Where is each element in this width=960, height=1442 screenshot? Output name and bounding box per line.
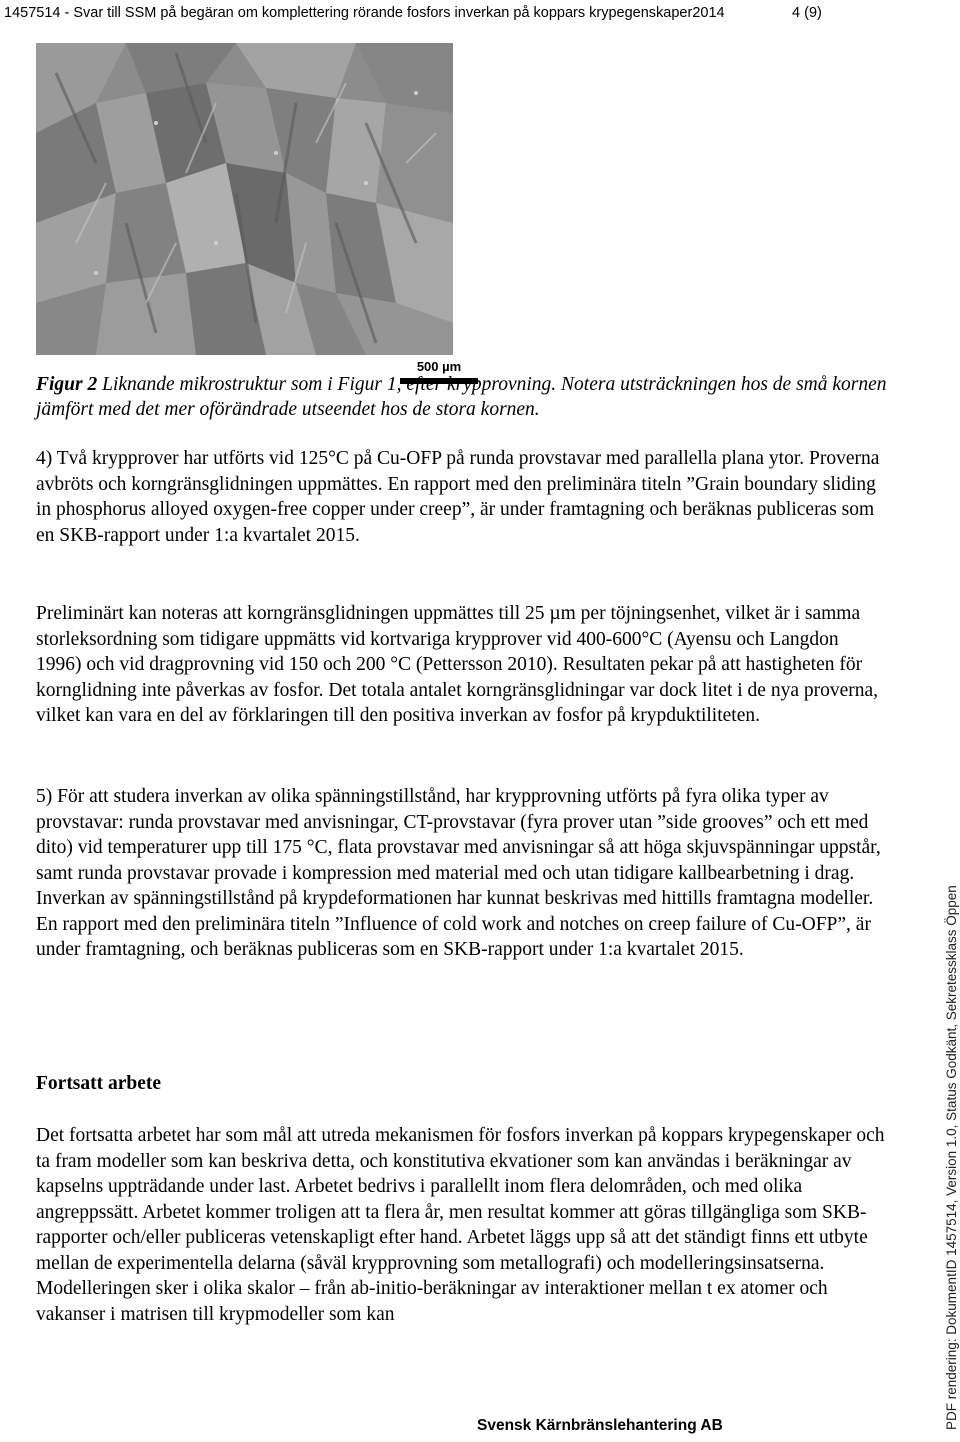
figure-label: Figur 2 — [36, 374, 98, 395]
rendering-sidenote: PDF rendering: DokumentID 1457514, Version 1.0, Status Godkänt, Sekretessklass Öppen — [944, 885, 959, 1430]
paragraph-5: 5) För att studera inverkan av olika spänningstillstånd, har krypprovning utförts på fyra olika typer av provstavar: runda provstavar med anvisningar, CT-provstavar (fyra prover utan ”side grooves” och ett med dito) vid temperaturer upp till 175 °C, flata provstavar med anvisningar så att höga skjuvspänningar uppstår, samt runda provstavar provade i kompression med material med och utan tidigare kallbearbetning i drag. Inverkan av spänningstillstånd på krypdeformationen har kunnat beskrivas med hittills framtagna modeller. En rapport med den preliminära titeln ”Influence of cold work and notches on creep failure of Cu-OFP”, är under framtagning, och beräknas publiceras som en SKB-rapport under 1:a kvartalet 2015. — [36, 786, 881, 960]
page-footer: Svensk Kärnbränslehantering AB — [477, 1417, 723, 1434]
micrograph-figure — [36, 43, 462, 374]
page-number: 4 (9) — [792, 5, 822, 21]
document-title: 1457514 - Svar till SSM på begäran om komplettering rörande fosfors inverkan på koppars krypegenskaper2014 — [4, 5, 725, 21]
page-header — [0, 0, 960, 26]
paragraph-4: 4) Två krypprover har utförts vid 125°C på Cu-OFP på runda provstavar med parallella plana ytor. Proverna avbröts och korngränsglidningen uppmättes. En rapport med den preliminära titeln ”Grain boundary sliding in phosphorus alloyed oxygen-free copper under creep”, är under framtagning och beräknas publiceras som en SKB-rapport under 1:a kvartalet 2015. — [36, 448, 880, 546]
paragraph-fortsatt: Det fortsatta arbetet har som mål att utreda mekanismen för fosfors inverkan på koppars krypegenskaper och ta fram modeller som kan beskriva detta, och konstitutiva ekvationer som kan användas i beräkningar av kapselns uppträdande under last. Arbetet bedrivs i parallellt inom flera delområden, och med olika angreppssätt. Arbetet kommer troligen att ta flera år, men resultat kommer att göras tillgängliga som SKB-rapporter och/eller publiceras vetenskapligt efter hand. Arbetet läggs upp så att det ständigt finns ett utbyte mellan de experimentella delarna (såväl krypprovning som metallografi) och modelleringsinsatserna. Modelleringen sker i olika skalor – från ab-initio-beräkningar av interaktioner mellan t ex atomer och vakanser i matrisen till krypmodeller som kan — [36, 1125, 885, 1325]
scale-bar-label: 500 µm — [416, 359, 462, 374]
section-heading: Fortsatt arbete — [36, 1073, 162, 1094]
figure-caption — [36, 372, 896, 422]
micrograph-image — [36, 43, 453, 355]
paragraph-preliminart: Preliminärt kan noteras att korngränsglidningen uppmättes till 25 µm per töjningsenhet, vilket är i samma storleksordning som tidigare uppmätts vid kortvariga krypprover vid 400-600°C (Ayensu och Langdon 1996) och vid dragprovning vid 150 och 200 °C (Pettersson 2010). Resultaten pekar på att hastigheten för kornglidning inte påverkas av fosfor. Det totala antalet korngränsglidningar var dock litet i de nya proverna, vilket kan vara en del av förklaringen till den positiva inverkan av fosfor på krypduktiliteten. — [36, 603, 879, 726]
figure-caption-text: Liknande mikrostruktur som i Figur 1, efter krypprovning. Notera utsträckningen hos de små kornen jämfört med det mer oförändrade utseendet hos de stora kornen. — [36, 374, 887, 420]
